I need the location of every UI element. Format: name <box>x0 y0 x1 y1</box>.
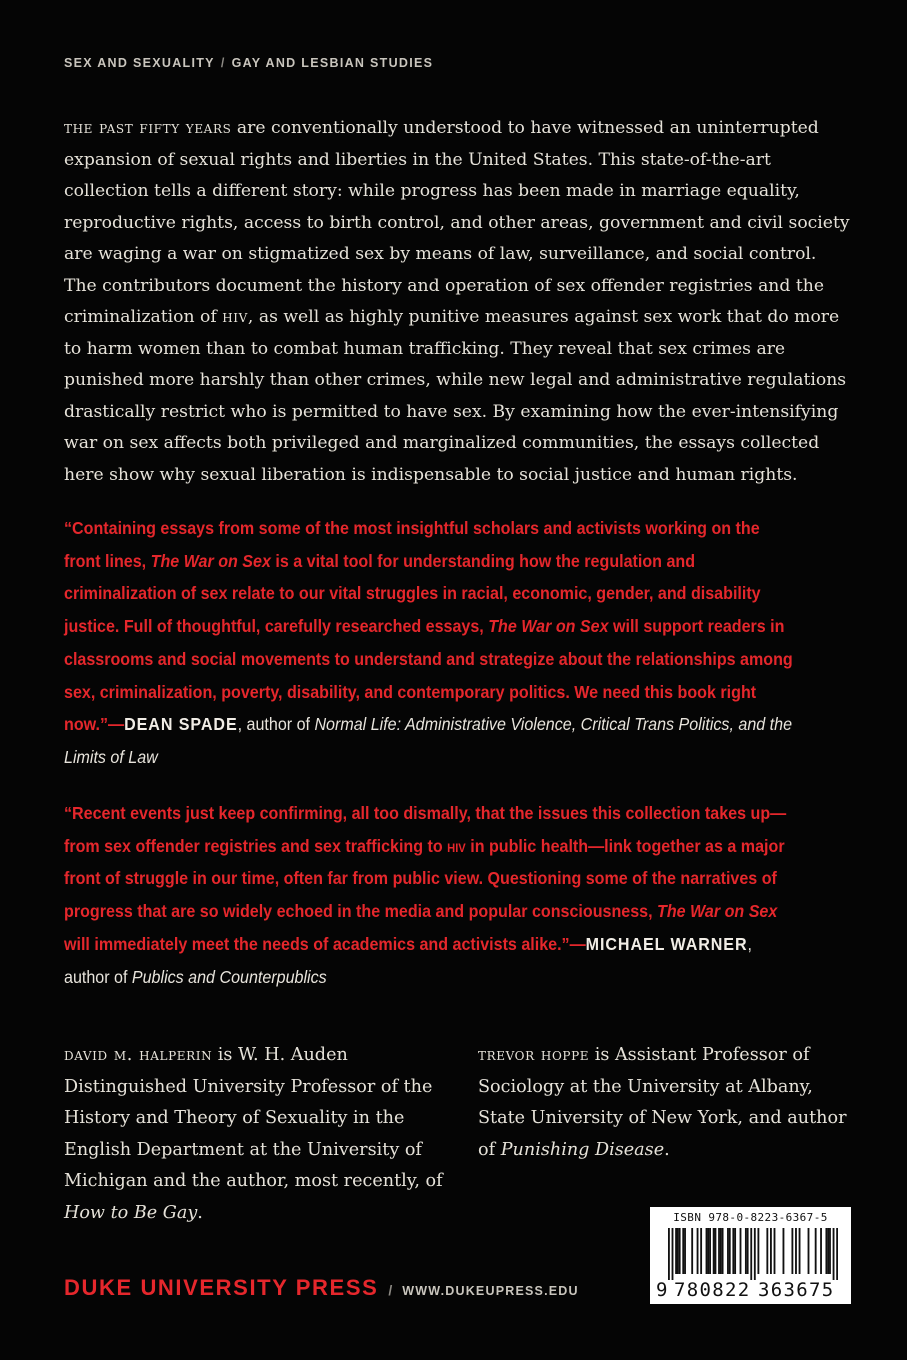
barcode-digit-group-1: 780822 <box>674 1279 751 1301</box>
barcode-bar <box>706 1228 708 1274</box>
publisher-url[interactable]: WWW.DUKEUPRESS.EDU <box>402 1284 579 1298</box>
quote2-author-of: , author of <box>64 933 752 987</box>
barcode-bar <box>766 1228 768 1274</box>
quote1-text-3: will support readers in classrooms and social movements to understand and strategize about the relationships among sex, criminalization, poverty, disability, and contemporary politics. We need this book right now.”— <box>64 616 793 735</box>
barcode-bar <box>691 1228 693 1274</box>
barcode-bar <box>722 1228 724 1274</box>
bio2-end: . <box>664 1139 670 1160</box>
quote1-author: DEAN SPADE <box>124 714 238 735</box>
barcode-bar <box>820 1228 822 1274</box>
barcode-bar <box>729 1228 731 1274</box>
description-lead: the past fifty years <box>64 118 232 138</box>
bio1-name: david m. halperin <box>64 1045 213 1065</box>
description-text-1: are conventionally understood to have witnessed an uninterrupted expansion of sexual rights and liberties in the United States. This state-of-the-art collection tells a different story: while progress has been made in marriage equality, reproductive rights, access to birth control, and other areas, government and civil society are waging a war on stigmatized sex by means of law, surveillance, and social control. The contributors document the history and operation of sex offender registries and the criminalization of <box>64 118 850 327</box>
footer-separator: / <box>388 1282 393 1298</box>
barcode-bar <box>727 1228 729 1274</box>
quote1-text-2: is a vital tool for understanding how the regulation and criminalization of sex relate to our vital struggles in racial, economic, gender, and disability justice. Full of thoughtful, carefully researched essays, <box>64 550 761 637</box>
quote1-book-title-1: The War on Sex <box>150 550 271 571</box>
barcode-bar <box>715 1228 717 1274</box>
quote2-text-3: will immediately meet the needs of academics and activists alike.”— <box>64 933 586 954</box>
barcode-bar <box>825 1228 827 1274</box>
barcode-bar <box>745 1228 747 1274</box>
category-separator: / <box>220 56 226 70</box>
barcode-bar <box>740 1228 742 1274</box>
blurb-dean-spade <box>64 512 799 774</box>
barcode-bar <box>799 1228 801 1274</box>
barcode-bar <box>734 1228 736 1274</box>
quote1-author-work: Normal Life: Administrative Violence, Critical Trans Politics, and the Limits of Law <box>64 714 793 767</box>
barcode-bar <box>754 1228 756 1280</box>
barcode-bar <box>677 1228 679 1274</box>
barcode-bar <box>675 1228 677 1274</box>
barcode-bar <box>679 1228 681 1274</box>
bio-hoppe <box>478 1040 848 1166</box>
barcode-bar <box>720 1228 722 1274</box>
barcode-lead-digit: 9 <box>656 1279 668 1301</box>
blurb-michael-warner <box>64 797 799 993</box>
quote2-author-work: Publics and Counterpublics <box>131 966 327 987</box>
barcode-bar <box>783 1228 785 1274</box>
barcode-bar <box>757 1228 759 1274</box>
barcode-bar <box>836 1228 838 1280</box>
barcode-bar <box>709 1228 711 1274</box>
bio-halperin <box>64 1040 444 1229</box>
barcode-bar <box>747 1228 749 1274</box>
barcode-bar <box>750 1228 752 1280</box>
bio1-text: is W. H. Auden Distinguished University Professor of the History and Theory of Sexuality in the English Department at the University of Michigan and the author, most recently, of <box>64 1045 443 1191</box>
barcode-bar <box>795 1228 797 1274</box>
isbn-barcode <box>650 1207 851 1304</box>
barcode-bar <box>668 1228 670 1280</box>
barcode-bar <box>672 1228 674 1280</box>
bio1-book: How to Be Gay <box>64 1202 198 1223</box>
barcode-bar <box>833 1228 835 1280</box>
quote2-hiv: hiv <box>447 835 466 856</box>
barcode-bar <box>718 1228 720 1274</box>
quote2-text-2: in public health—link together as a major front of struggle in our time, often far from public view. Questioning some of the narratives of progress that are so widely echoed in the media and popular consciousness, <box>64 835 785 922</box>
category-sex-and-sexuality: SEX AND SEXUALITY <box>64 56 215 70</box>
quote2-text-1: “Recent events just keep confirming, all too dismally, that the issues this collection takes up—from sex offender registries and sex trafficking to <box>64 803 787 856</box>
barcode-bar <box>713 1228 715 1274</box>
barcode-bar <box>815 1228 817 1274</box>
quote2-book-title: The War on Sex <box>657 901 778 922</box>
description-hiv: hiv <box>222 307 248 327</box>
barcode-bar <box>774 1228 776 1274</box>
isbn-label: ISBN 978-0-8223-6367-5 <box>673 1211 828 1224</box>
barcode-bar <box>829 1228 831 1274</box>
barcode-bar <box>808 1228 810 1274</box>
barcode-bar <box>770 1228 772 1274</box>
barcode-bar <box>684 1228 686 1274</box>
bio2-text: is Assistant Professor of Sociology at the University at Albany, State University of New York, and author of <box>478 1045 847 1160</box>
description-text-2: , as well as highly punitive measures against sex work that do more to harm women than to combat human trafficking. They reveal that sex crimes are punished more harshly than other crimes, while new legal and administrative regulations drastically restrict who is permitted to have sex. By examining how the ever-intensifying war on sex affects both privileged and marginalized communities, the essays collected here show why sexual liberation is indispensable to social justice and human rights. <box>64 307 847 485</box>
barcode-bar <box>682 1228 684 1274</box>
quote1-author-of: , author of <box>237 714 315 735</box>
bio2-book: Punishing Disease <box>500 1139 665 1160</box>
quote2-author: MICHAEL WARNER <box>585 933 748 954</box>
barcode-bar <box>697 1228 699 1274</box>
book-description <box>64 113 854 491</box>
barcode-bar <box>707 1228 709 1274</box>
barcode-bar <box>791 1228 793 1274</box>
bio2-name: trevor hoppe <box>478 1045 590 1065</box>
quote1-book-title-2: The War on Sex <box>488 616 609 637</box>
barcode-bar <box>700 1228 702 1274</box>
quote1-text-1: “Containing essays from some of the most insightful scholars and activists working on the front lines, <box>64 518 760 571</box>
barcode-bars <box>668 1228 838 1280</box>
category-line <box>64 56 433 70</box>
publisher-name: DUKE UNIVERSITY PRESS <box>64 1275 379 1300</box>
category-gay-lesbian-studies: GAY AND LESBIAN STUDIES <box>231 56 434 70</box>
barcode-bar <box>732 1228 734 1274</box>
bio1-end: . <box>197 1202 203 1223</box>
publisher-footer <box>64 1275 579 1301</box>
barcode-digit-group-2: 363675 <box>758 1279 835 1301</box>
barcode-bar <box>827 1228 829 1274</box>
